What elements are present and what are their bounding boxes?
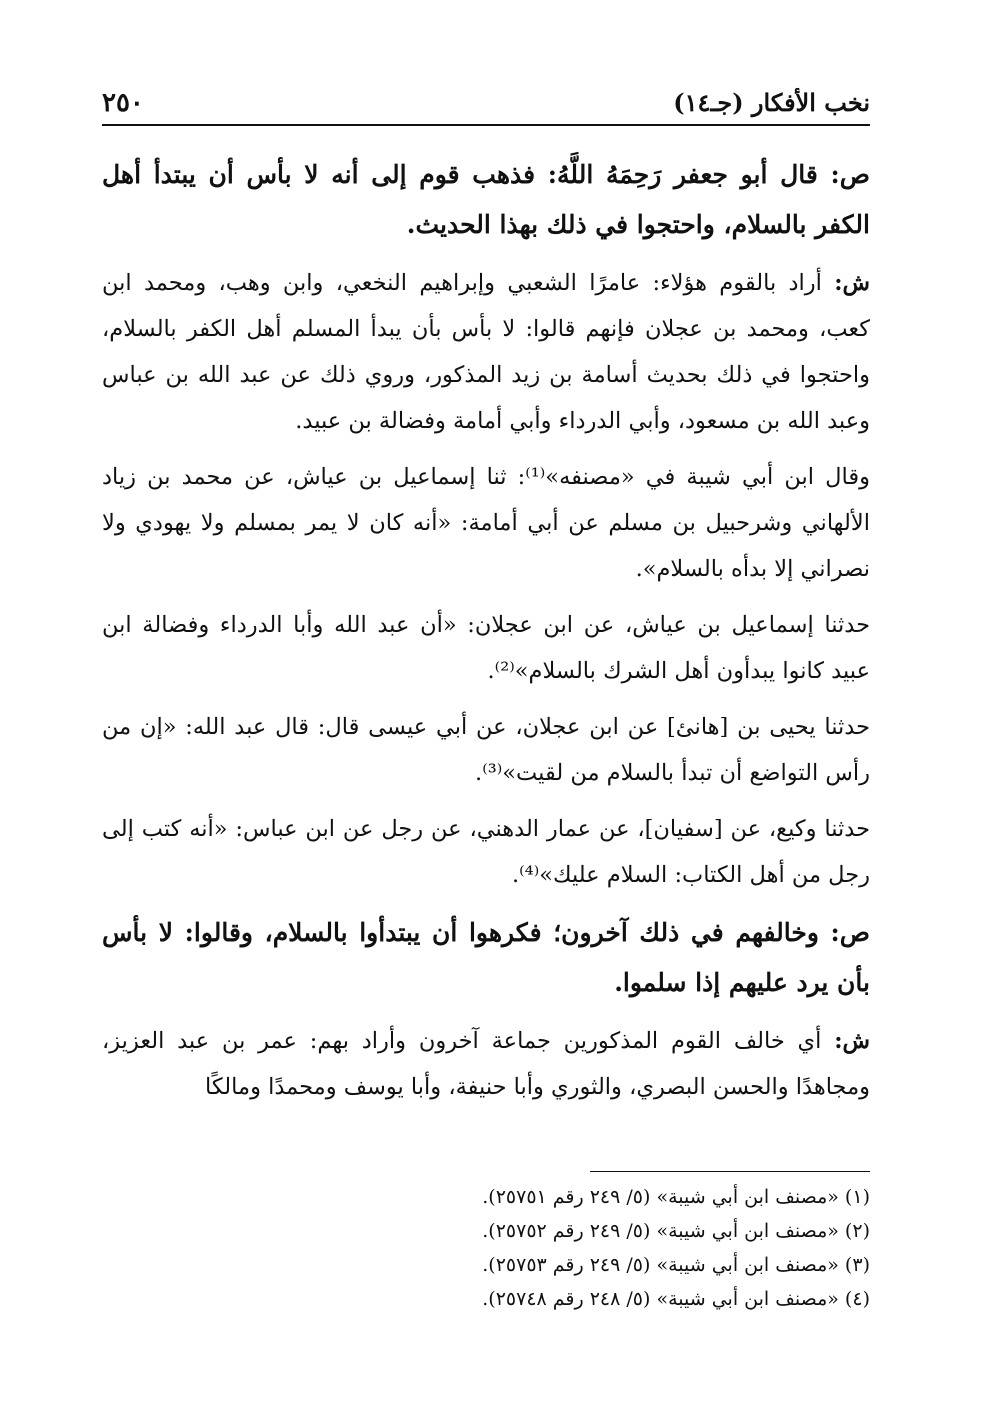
- page-number: ٢٥٠: [102, 88, 144, 118]
- hadith-paragraph: [102, 806, 870, 898]
- book-title: نخب الأفكار (جـ١٤): [673, 88, 870, 117]
- paragraph-text: وقال ابن أبي شيبة في «مصنفه»⁽¹⁾: ثنا إسماعيل بن عياش، عن محمد بن زياد الألهاني وشرحبيل بن مسلم عن أبي أمامة: «أنه كان لا يمر بمسلم ولا يهودي ولا نصراني إلا بدأه بالسلام».: [102, 464, 870, 582]
- paragraph-text: أي خالف القوم المذكورين جماعة آخرون وأراد بهم: عمر بن عبد العزيز، ومجاهدًا والحسن البصري، والثوري وأبا حنيفة، وأبا يوسف ومحمدًا ومالكًا: [102, 1028, 870, 1100]
- page-header: [102, 78, 870, 126]
- paragraph-text: قال أبو جعفر رَحِمَهُ اللَّهُ: فذهب قوم إلى أنه لا بأس أن يبتدأ أهل الكفر بالسلام، واحتجوا في ذلك بهذا الحديث.: [102, 160, 870, 239]
- paragraph-text: أراد بالقوم هؤلاء: عامرًا الشعبي وإبراهيم النخعي، وابن وهب، ومحمد ابن كعب، ومحمد بن عجلان فإنهم قالوا: لا بأس بأن يبدأ المسلم أهل الكفر بالسلام، واحتجوا في ذلك بحديث أسامة بن زيد المذكور، وروي ذلك عن عبد الله بن عباس وعبد الله بن مسعود، وأبي الدرداء وأبي أمامة وفضالة بن عبيد.: [102, 270, 870, 434]
- footnote: (٤) «مصنف ابن أبي شيبة» (٥/ ٢٤٨ رقم ٢٥٧٤٨).: [482, 1288, 870, 1310]
- book-page: [102, 78, 870, 1310]
- matn-paragraph: [102, 908, 870, 1008]
- hadith-paragraph: [102, 454, 870, 592]
- page-body: [102, 150, 870, 1110]
- footnote: (٣) «مصنف ابن أبي شيبة» (٥/ ٢٤٩ رقم ٢٥٧٥٣).: [482, 1254, 870, 1276]
- sharh-paragraph: [102, 1018, 870, 1110]
- sharh-label: ش:: [834, 270, 870, 296]
- hadith-paragraph: [102, 602, 870, 694]
- sharh-paragraph: [102, 260, 870, 444]
- paragraph-text: حدثنا يحيى بن [هانئ] عن ابن عجلان، عن أبي عيسى قال: قال عبد الله: «إن من رأس التواضع أن تبدأ بالسلام من لقيت»⁽³⁾.: [102, 714, 870, 786]
- footnote: (٢) «مصنف ابن أبي شيبة» (٥/ ٢٤٩ رقم ٢٥٧٥٢).: [482, 1220, 870, 1242]
- footnote: (١) «مصنف ابن أبي شيبة» (٥/ ٢٤٩ رقم ٢٥٧٥١).: [482, 1186, 870, 1208]
- paragraph-text: حدثنا وكيع، عن [سفيان]، عن عمار الدهني، عن رجل عن ابن عباس: «أنه كتب إلى رجل من أهل الكتاب: السلام عليك»⁽⁴⁾.: [102, 816, 870, 888]
- matn-paragraph: [102, 150, 870, 250]
- matn-label: ص:: [830, 160, 870, 189]
- matn-label: ص:: [830, 918, 870, 947]
- footnote-separator: [590, 1171, 870, 1172]
- sharh-label: ش:: [834, 1028, 870, 1054]
- paragraph-text: وخالفهم في ذلك آخرون؛ فكرهوا أن يبتدأوا بالسلام، وقالوا: لا بأس بأن يرد عليهم إذا سلموا.: [102, 918, 870, 997]
- hadith-paragraph: [102, 704, 870, 796]
- paragraph-text: حدثنا إسماعيل بن عياش، عن ابن عجلان: «أن عبد الله وأبا الدرداء وفضالة ابن عبيد كانوا يبدأون أهل الشرك بالسلام»⁽²⁾.: [102, 612, 870, 684]
- footnotes: [102, 1180, 870, 1316]
